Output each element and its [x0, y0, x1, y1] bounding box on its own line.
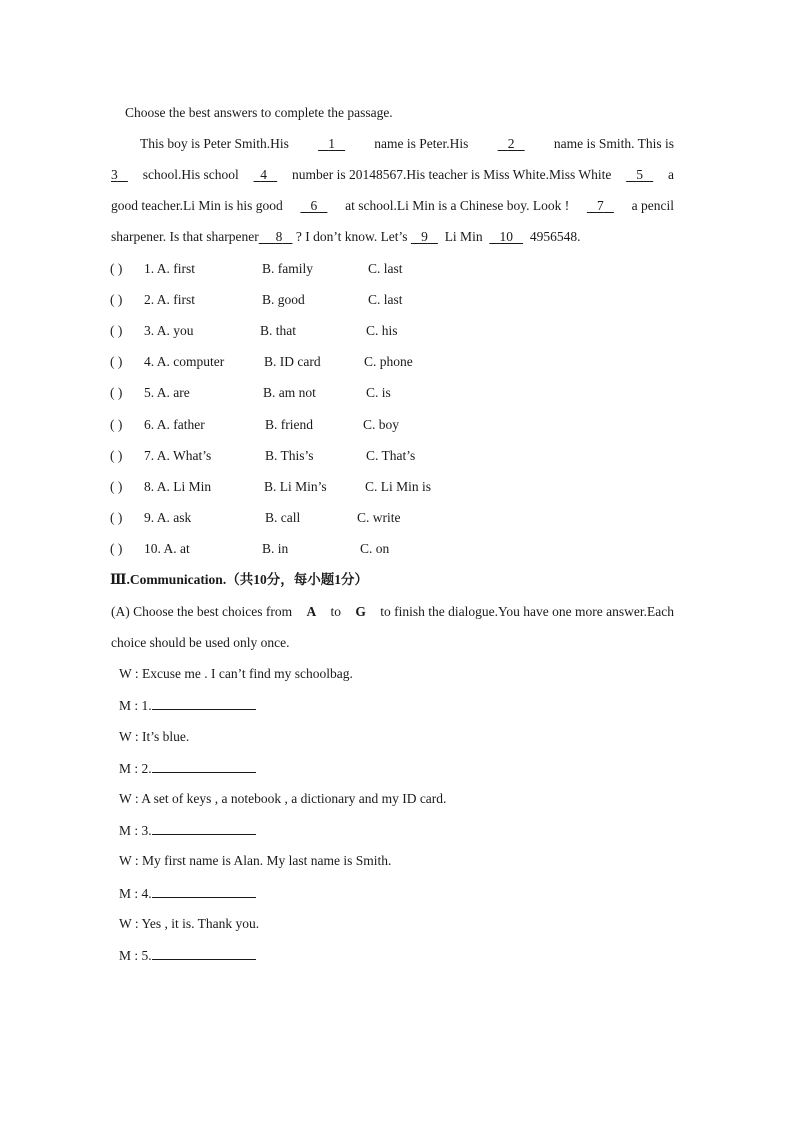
passage-blank-8[interactable]: 8 [275, 229, 283, 244]
section-instruction-line-2: choice should be used only once. [111, 635, 290, 650]
dialogue-text: M : 3. [119, 823, 152, 838]
dialogue-text: W : My first name is Alan. My last name is Smith. [119, 853, 392, 868]
option-a: 6. A. father [144, 417, 205, 432]
dialogue-text: W : Yes , it is. Thank you. [119, 916, 260, 931]
answer-paren[interactable]: ( ) [110, 292, 123, 307]
answer-paren[interactable]: ( ) [110, 541, 123, 556]
passage-text: at school.Li Min is a Chinese boy. Look ! [345, 198, 570, 213]
dialogue-text: M : 4. [119, 886, 152, 901]
option-a: 10. A. at [144, 541, 190, 556]
answer-paren[interactable]: ( ) [110, 323, 123, 338]
dialogue-line [119, 853, 391, 869]
option-c: C. his [366, 323, 398, 338]
option-a: 5. A. are [144, 385, 190, 400]
instr-letter-g: G [355, 604, 366, 619]
option-b: B. am not [263, 385, 316, 400]
answer-paren[interactable]: ( ) [110, 510, 123, 525]
section-heading: Ⅲ.Communication.（共10分，每小题1分） [110, 572, 368, 587]
passage-blank-6[interactable]: 6 [310, 198, 318, 213]
passage-line-4 [111, 229, 580, 245]
option-b: B. call [265, 510, 301, 525]
passage-blank-9[interactable]: 9 [421, 229, 428, 244]
passage-blank-5[interactable]: 5 [636, 167, 644, 182]
answer-paren[interactable]: ( ) [110, 417, 123, 432]
dialogue-line [119, 760, 256, 777]
passage-blank-1[interactable]: 1 [328, 136, 335, 151]
option-b: B. good [262, 292, 305, 307]
option-c: C. phone [364, 354, 413, 369]
dialogue-line [119, 697, 256, 714]
dialogue-line [119, 822, 256, 839]
option-a: 8. A. Li Min [144, 479, 212, 494]
option-c: C. is [366, 385, 391, 400]
answer-blank-4[interactable] [152, 885, 256, 898]
option-b: B. family [262, 261, 313, 276]
option-b: B. that [260, 323, 296, 338]
passage-line-3 [111, 198, 674, 214]
dialogue-line [119, 791, 446, 807]
passage-instruction: Choose the best answers to complete the passage. [125, 105, 393, 120]
dialogue-text: M : 2. [119, 761, 152, 776]
passage-line-1 [140, 136, 674, 152]
answer-paren[interactable]: ( ) [110, 261, 123, 276]
option-c: C. boy [363, 417, 400, 432]
dialogue-text: M : 5. [119, 948, 152, 963]
option-c: C. last [368, 292, 403, 307]
answer-blank-2[interactable] [152, 760, 256, 773]
dialogue-line [119, 729, 189, 745]
passage-blank-3[interactable]: 3 [111, 167, 118, 182]
passage-blank-2[interactable]: 2 [507, 136, 515, 151]
option-b: B. ID card [264, 354, 321, 369]
passage-text: Li Min [444, 229, 483, 244]
passage-text: good teacher.Li Min is his good [111, 198, 283, 213]
option-a: 2. A. first [144, 292, 196, 307]
passage-text: This boy is Peter Smith.His [140, 136, 289, 151]
dialogue-line [119, 916, 259, 932]
option-a: 4. A. computer [144, 354, 225, 369]
passage-text: school.His school [142, 167, 239, 182]
option-c: C. Li Min is [365, 479, 432, 494]
passage-text: ? I don’t know. Let’s [295, 229, 408, 244]
answer-blank-3[interactable] [152, 822, 256, 835]
answer-blank-1[interactable] [152, 697, 256, 710]
instr-letter-a: A [306, 604, 317, 619]
answer-paren[interactable]: ( ) [110, 448, 123, 463]
passage-text: a pencil [631, 198, 674, 213]
instr-text: to finish the dialogue.You have one more answer.Each [380, 604, 674, 619]
answer-paren[interactable]: ( ) [110, 385, 123, 400]
answer-paren[interactable]: ( ) [110, 354, 123, 369]
passage-text: 4956548. [529, 229, 581, 244]
passage-text: sharpener. Is that sharpener [111, 229, 259, 244]
option-a: 3. A. you [144, 323, 194, 338]
instr-text: (A) Choose the best choices from [111, 604, 293, 619]
option-c: C. write [357, 510, 401, 525]
option-b: B. in [262, 541, 289, 556]
dialogue-line [119, 666, 353, 682]
option-c: C. That’s [366, 448, 416, 463]
option-c: C. last [368, 261, 403, 276]
option-b: B. friend [265, 417, 313, 432]
passage-text: a [668, 167, 674, 182]
option-a: 7. A. What’s [144, 448, 212, 463]
dialogue-text: W : It’s blue. [119, 729, 190, 744]
dialogue-line [119, 885, 256, 902]
passage-blank-10[interactable]: 10 [499, 229, 513, 244]
passage-text: name is Peter.His [374, 136, 469, 151]
passage-text: number is 20148567.His teacher is Miss White.Miss White [291, 167, 612, 182]
option-a: 9. A. ask [144, 510, 192, 525]
passage-blank-7[interactable]: 7 [597, 198, 604, 213]
dialogue-line [119, 947, 256, 964]
dialogue-text: W : A set of keys , a notebook , a dictionary and my ID card. [119, 791, 447, 806]
instr-text: to [330, 604, 342, 619]
passage-line-2 [111, 167, 674, 183]
option-b: B. This’s [265, 448, 314, 463]
answer-paren[interactable]: ( ) [110, 479, 123, 494]
passage-text: name is Smith. This is [553, 136, 674, 151]
option-a: 1. A. first [144, 261, 196, 276]
option-c: C. on [360, 541, 390, 556]
dialogue-text: M : 1. [119, 698, 152, 713]
answer-blank-5[interactable] [152, 947, 256, 960]
passage-blank-4[interactable]: 4 [260, 167, 268, 182]
option-b: B. Li Min’s [264, 479, 327, 494]
dialogue-text: W : Excuse me . I can’t find my schoolbag. [119, 666, 353, 681]
section-instruction-line-1 [111, 604, 674, 620]
